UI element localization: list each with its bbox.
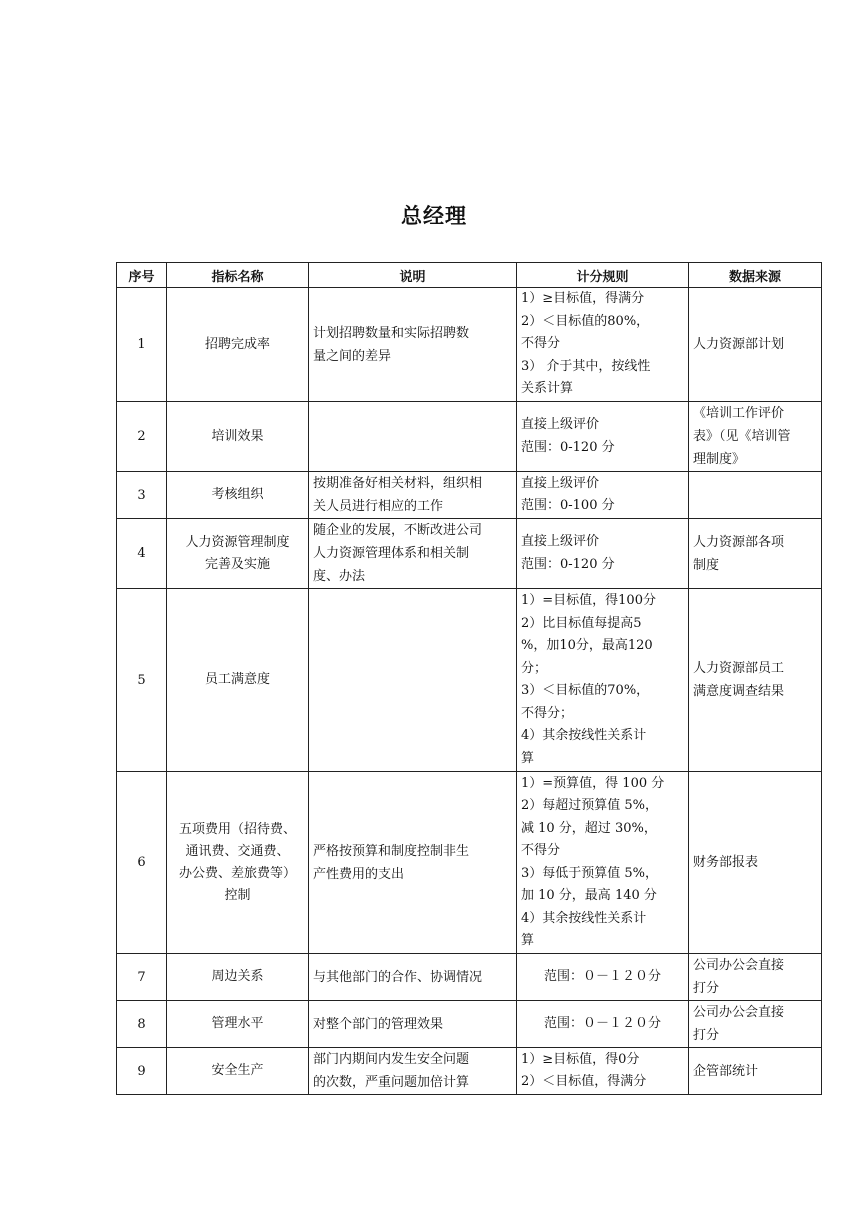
cell-scoring-rule-line: 范围：０－１２０分 bbox=[543, 968, 661, 984]
table-row bbox=[117, 402, 822, 472]
cell-description-line: 计划招聘数量和实际招聘数 bbox=[313, 325, 470, 341]
cell-indicator-name bbox=[167, 954, 309, 1001]
cell-scoring-rule-line: 加 10 分，最高 140 分 bbox=[521, 888, 657, 903]
cell-scoring-rule-line: 不得分 bbox=[521, 843, 561, 858]
cell-data-source bbox=[689, 772, 822, 954]
cell-indicator-name-line: 安全生产 bbox=[211, 1063, 264, 1078]
cell-data-source-line: 表》（见《培训管 bbox=[693, 429, 791, 444]
cell-data-source-line: 人力资源部员工 bbox=[693, 661, 785, 676]
table-row bbox=[117, 954, 822, 1001]
cell-scoring-rule-line: 算 bbox=[521, 933, 535, 948]
cell-description bbox=[309, 472, 517, 519]
cell-indicator-name bbox=[167, 519, 309, 589]
table-row bbox=[117, 288, 822, 402]
cell-scoring-rule-line: 直接上级评价 bbox=[521, 417, 600, 432]
cell-scoring-rule-line: 1）=预算值，得 100 分 bbox=[521, 775, 665, 791]
cell-scoring-rule-line: 1）≥目标值，得满分 bbox=[521, 291, 645, 307]
cell-indicator-name-line: 周边关系 bbox=[211, 969, 264, 984]
cell-description-line: 人力资源管理体系和相关制 bbox=[313, 546, 470, 561]
kpi-table bbox=[116, 262, 822, 1095]
cell-description-line: 度、办法 bbox=[313, 569, 366, 584]
cell-indicator-name-line: 办公费、差旅费等） bbox=[178, 865, 296, 881]
header-description: 说明 bbox=[309, 263, 517, 288]
page-title: 总经理 bbox=[401, 204, 467, 228]
cell-seq: 9 bbox=[117, 1048, 167, 1095]
cell-description-line: 产性费用的支出 bbox=[313, 866, 405, 882]
cell-indicator-name-line: 通讯费、交通费、 bbox=[185, 843, 290, 859]
cell-scoring-rule-line: 4）其余按线性关系计 bbox=[521, 910, 647, 926]
cell-scoring-rule-line: 不得分； bbox=[521, 705, 574, 721]
cell-scoring-rule-line: 3）每低于预算值 5%， bbox=[521, 865, 659, 881]
cell-scoring-rule-line: 算 bbox=[521, 750, 535, 766]
cell-scoring-rule-line: 直接上级评价 bbox=[521, 534, 600, 549]
cell-description bbox=[309, 772, 517, 954]
cell-scoring-rule-line: 2）每超过预算值 5%， bbox=[521, 798, 659, 813]
cell-indicator-name bbox=[167, 472, 309, 519]
cell-scoring-rule-line: 直接上级评价 bbox=[521, 475, 600, 491]
cell-scoring-rule bbox=[517, 472, 689, 519]
cell-description-line: 关人员进行相应的工作 bbox=[313, 499, 444, 514]
cell-scoring-rule-line: %，加10分，最高120 bbox=[521, 638, 653, 653]
cell-data-source bbox=[689, 519, 822, 589]
cell-data-source bbox=[689, 402, 822, 472]
cell-scoring-rule-line: 4）其余按线性关系计 bbox=[521, 728, 647, 743]
cell-seq: 3 bbox=[117, 472, 167, 519]
cell-description-line: 严格按预算和制度控制非生 bbox=[313, 843, 470, 859]
cell-seq: 6 bbox=[117, 772, 167, 954]
cell-scoring-rule bbox=[517, 1001, 689, 1048]
cell-data-source bbox=[689, 954, 822, 1001]
cell-seq: 5 bbox=[117, 589, 167, 772]
cell-description bbox=[309, 288, 517, 402]
cell-description-line: 按期准备好相关材料，组织相 bbox=[313, 476, 483, 491]
cell-description bbox=[309, 1048, 517, 1095]
cell-description-line: 对整个部门的管理效果 bbox=[313, 1016, 444, 1032]
cell-scoring-rule-line: 减 10 分，超过 30%， bbox=[521, 820, 657, 836]
cell-scoring-rule-line: 1）≥目标值，得0分 bbox=[521, 1051, 640, 1067]
cell-indicator-name-line: 员工满意度 bbox=[204, 672, 270, 687]
cell-scoring-rule-line: 范围：0-120 分 bbox=[521, 439, 615, 455]
cell-indicator-name-line: 管理水平 bbox=[211, 1016, 264, 1031]
cell-description bbox=[309, 954, 517, 1001]
cell-data-source-line: 满意度调查结果 bbox=[693, 684, 785, 699]
cell-data-source-line: 制度 bbox=[693, 557, 720, 573]
cell-description bbox=[309, 1001, 517, 1048]
cell-data-source-line: 人力资源部计划 bbox=[693, 337, 785, 352]
cell-scoring-rule bbox=[517, 589, 689, 772]
table-row bbox=[117, 519, 822, 589]
cell-scoring-rule-line: 3）＜目标值的70%， bbox=[521, 683, 650, 698]
cell-indicator-name bbox=[167, 589, 309, 772]
cell-data-source bbox=[689, 589, 822, 772]
cell-scoring-rule bbox=[517, 772, 689, 954]
cell-data-source bbox=[689, 1048, 822, 1095]
cell-indicator-name bbox=[167, 1001, 309, 1048]
cell-data-source-line: 打分 bbox=[693, 1028, 720, 1043]
header-indicator-name: 指标名称 bbox=[167, 263, 309, 288]
cell-scoring-rule-line: 不得分 bbox=[521, 336, 561, 352]
cell-indicator-name-line: 人力资源管理制度 bbox=[185, 534, 290, 550]
cell-scoring-rule-line: 1）=目标值，得100分 bbox=[521, 593, 656, 608]
cell-indicator-name-line: 考核组织 bbox=[211, 487, 264, 502]
header-scoring-rule: 计分规则 bbox=[517, 263, 689, 288]
cell-data-source-line: 《培训工作评价 bbox=[693, 406, 785, 421]
cell-scoring-rule bbox=[517, 954, 689, 1001]
cell-data-source-line: 公司办公会直接 bbox=[693, 1005, 785, 1020]
cell-scoring-rule bbox=[517, 1048, 689, 1095]
cell-scoring-rule-line: 2）＜目标值，得满分 bbox=[521, 1074, 647, 1089]
table-row bbox=[117, 472, 822, 519]
cell-indicator-name-line: 控制 bbox=[224, 887, 251, 903]
cell-indicator-name bbox=[167, 402, 309, 472]
cell-seq: 2 bbox=[117, 402, 167, 472]
cell-data-source bbox=[689, 1001, 822, 1048]
cell-data-source-line: 打分 bbox=[693, 981, 720, 996]
cell-description bbox=[309, 519, 517, 589]
cell-data-source-line: 人力资源部各项 bbox=[693, 534, 785, 550]
table-row bbox=[117, 772, 822, 954]
header-data-source: 数据来源 bbox=[689, 263, 822, 288]
cell-description-line: 与其他部门的合作、协调情况 bbox=[313, 969, 483, 985]
cell-description bbox=[309, 402, 517, 472]
cell-indicator-name-line: 五项费用（招待费、 bbox=[178, 821, 296, 837]
cell-scoring-rule-line: 2）＜目标值的80%， bbox=[521, 313, 650, 329]
cell-scoring-rule bbox=[517, 402, 689, 472]
cell-description-line: 的次数，严重问题加倍计算 bbox=[313, 1075, 470, 1090]
cell-seq: 7 bbox=[117, 954, 167, 1001]
cell-data-source-line: 理制度》 bbox=[693, 452, 746, 467]
cell-description-line: 部门内期间内发生安全问题 bbox=[313, 1052, 470, 1067]
cell-description-line: 量之间的差异 bbox=[313, 348, 392, 364]
cell-scoring-rule-line: 范围：0-100 分 bbox=[521, 498, 615, 513]
cell-scoring-rule-line: 3） 介于其中，按线性 bbox=[521, 358, 651, 374]
cell-data-source-line: 企管部统计 bbox=[693, 1063, 759, 1079]
cell-scoring-rule bbox=[517, 288, 689, 402]
cell-data-source bbox=[689, 288, 822, 402]
cell-scoring-rule-line: 关系计算 bbox=[521, 381, 574, 397]
cell-indicator-name bbox=[167, 288, 309, 402]
cell-data-source-line: 财务部报表 bbox=[693, 855, 759, 870]
cell-seq: 1 bbox=[117, 288, 167, 402]
cell-seq: 8 bbox=[117, 1001, 167, 1048]
cell-scoring-rule-line: 分； bbox=[521, 660, 548, 676]
table-row bbox=[117, 1048, 822, 1095]
cell-indicator-name bbox=[167, 772, 309, 954]
cell-description bbox=[309, 589, 517, 772]
cell-data-source-line: 公司办公会直接 bbox=[693, 958, 785, 973]
cell-scoring-rule-line: 范围：０－１２０分 bbox=[543, 1015, 661, 1031]
table-row bbox=[117, 1001, 822, 1048]
cell-scoring-rule bbox=[517, 519, 689, 589]
cell-indicator-name-line: 完善及实施 bbox=[204, 556, 270, 572]
cell-indicator-name-line: 招聘完成率 bbox=[204, 336, 270, 352]
header-seq: 序号 bbox=[117, 263, 167, 288]
cell-data-source bbox=[689, 472, 822, 519]
cell-scoring-rule-line: 范围：0-120 分 bbox=[521, 556, 615, 572]
cell-seq: 4 bbox=[117, 519, 167, 589]
table-header-row bbox=[117, 263, 822, 288]
cell-description-line: 随企业的发展，不断改进公司 bbox=[313, 523, 483, 538]
cell-scoring-rule-line: 2）比目标值每提高5 bbox=[521, 615, 642, 631]
cell-indicator-name bbox=[167, 1048, 309, 1095]
cell-indicator-name-line: 培训效果 bbox=[211, 428, 264, 444]
table-row bbox=[117, 589, 822, 772]
